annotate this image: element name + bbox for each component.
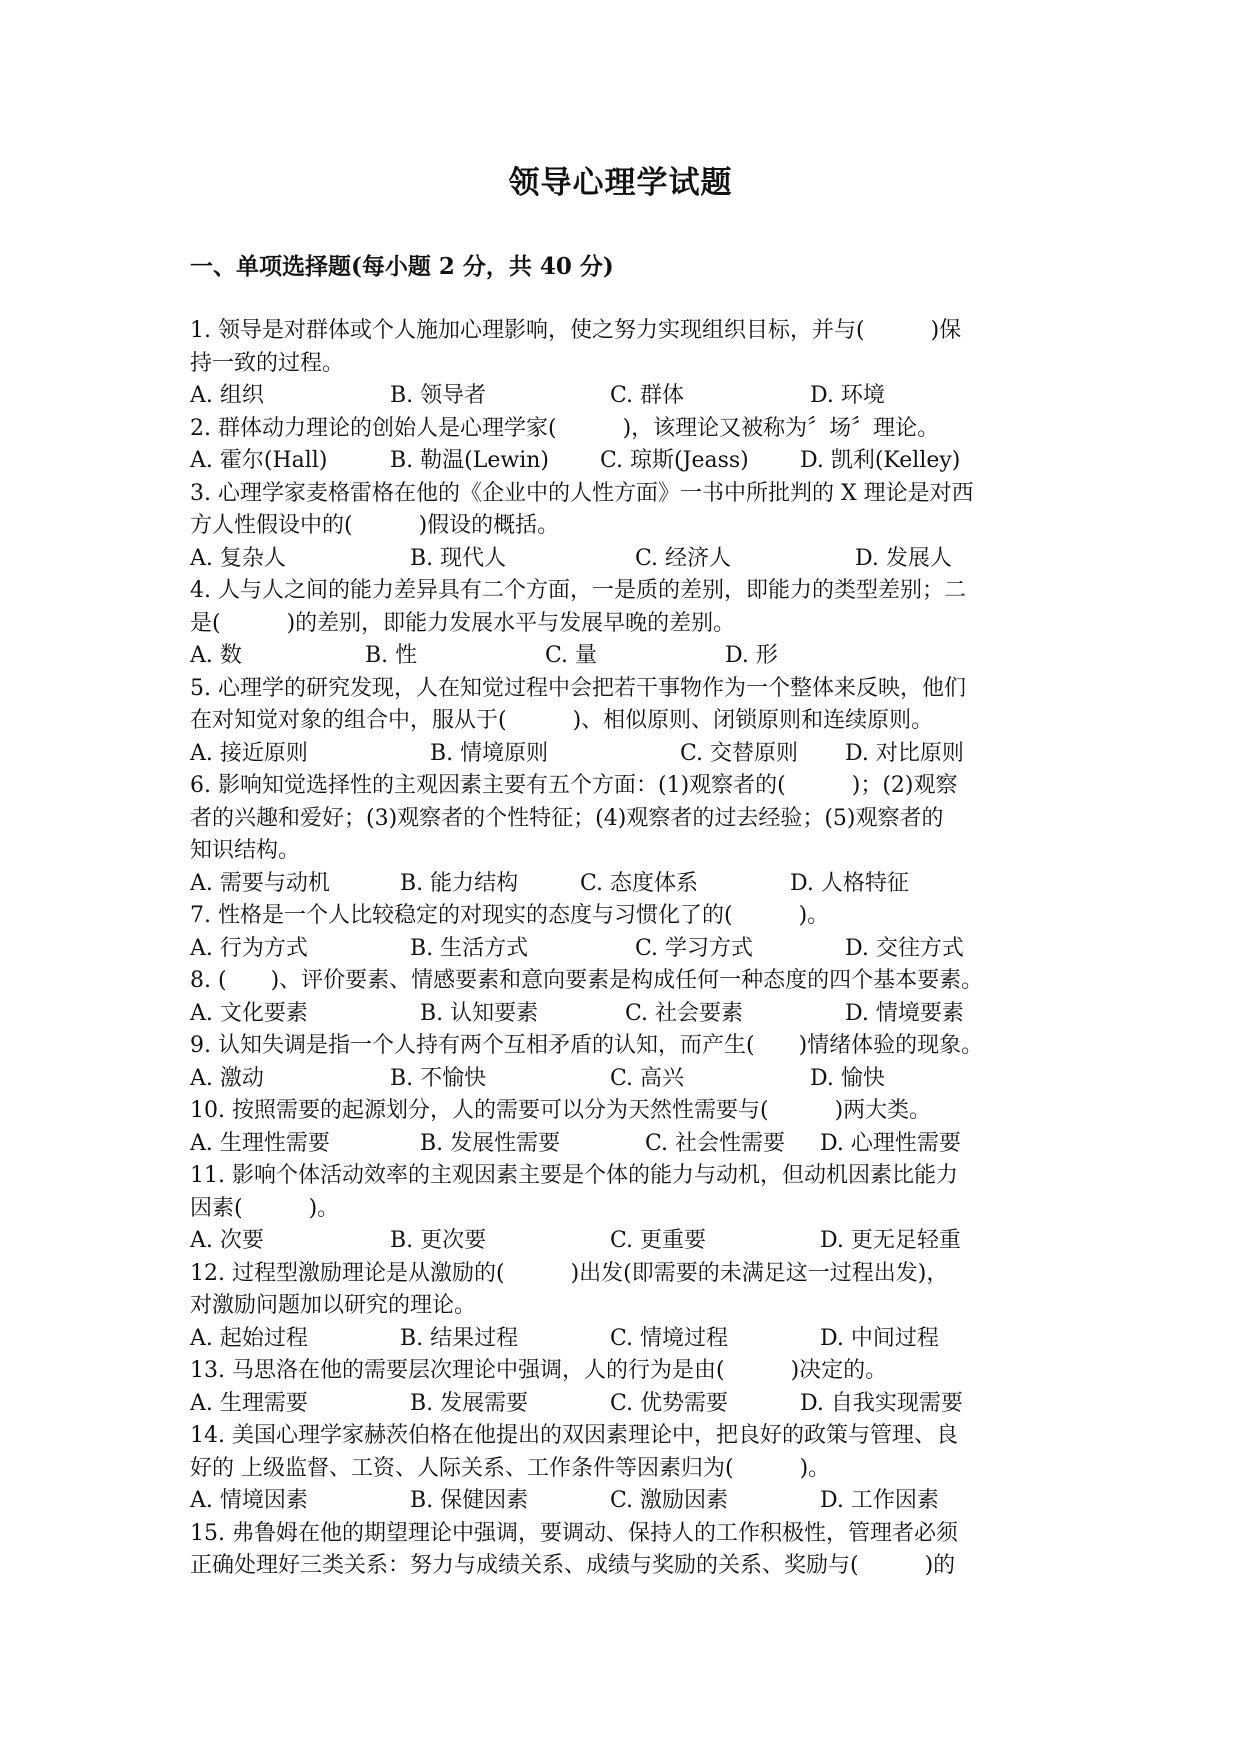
option-c: C. 情境过程 [610, 1325, 729, 1351]
option-b: B. 发展性需要 [420, 1130, 561, 1156]
question-1 [190, 315, 1070, 413]
option-d: D. 情境要素 [845, 1000, 964, 1026]
question-stem: 12. 过程型激励理论是从激励的( )出发(即需要的未满足这一过程出发)， 对激励问题加以研究的理论。 [190, 1260, 949, 1318]
question-9 [190, 1030, 1070, 1095]
question-stem: 2. 群体动力理论的创始人是心理学家( )，该理论又被称为〞场〞理论。 [190, 415, 940, 441]
question-stem: 13. 马思洛在他的需要层次理论中强调，人的行为是由( )决定的。 [190, 1358, 888, 1383]
option-row [190, 1128, 1070, 1161]
option-a: A. 需要与动机 [190, 870, 330, 896]
option-row [190, 1063, 1070, 1096]
option-d: D. 对比原则 [845, 740, 964, 766]
question-4 [190, 575, 1070, 673]
question-11 [190, 1160, 1070, 1258]
option-row [190, 1225, 1070, 1258]
option-c: C. 经济人 [635, 545, 732, 571]
question-10 [190, 1095, 1070, 1160]
question-stem: 5. 心理学的研究发现，人在知觉过程中会把若干事物作为一个整体来反映，他们 在对知觉对象的组合中，服从于( )、相似原则、闭锁原则和连续原则。 [190, 675, 966, 733]
option-c: C. 群体 [610, 383, 685, 408]
question-15 [190, 1518, 1070, 1583]
option-a: A. 行为方式 [190, 935, 308, 961]
question-3 [190, 478, 1070, 576]
question-12 [190, 1258, 1070, 1356]
option-b: B. 性 [365, 643, 418, 668]
question-list [190, 315, 1070, 1583]
page-title: 领导心理学试题 [508, 165, 733, 201]
option-row [190, 738, 1070, 771]
option-c: C. 量 [545, 643, 598, 668]
option-d: D. 愉快 [810, 1065, 885, 1091]
option-a: A. 数 [190, 643, 242, 668]
option-a: A. 组织 [190, 383, 264, 408]
question-5 [190, 673, 1070, 771]
option-a: A. 起始过程 [190, 1325, 308, 1351]
option-a: A. 生理性需要 [190, 1130, 330, 1156]
section-heading: 一、单项选择题(每小题 2 分，共 40 分) [190, 253, 614, 280]
option-d: D. 自我实现需要 [800, 1390, 963, 1416]
option-d: D. 人格特征 [790, 870, 909, 896]
option-b: B. 生活方式 [410, 935, 529, 961]
option-a: A. 霍尔(Hall) [190, 448, 328, 473]
option-a: A. 文化要素 [190, 1000, 308, 1026]
option-a: A. 情境因素 [190, 1488, 308, 1513]
option-d: D. 工作因素 [820, 1488, 939, 1513]
option-row [190, 445, 1070, 478]
option-d: D. 环境 [810, 383, 885, 408]
question-stem: 9. 认知失调是指一个人持有两个互相矛盾的认知，而产生( )情绪体验的现象。 [190, 1033, 984, 1058]
option-row [190, 1388, 1070, 1421]
option-row [190, 998, 1070, 1031]
option-c: C. 态度体系 [580, 870, 699, 896]
option-c: C. 社会性需要 [645, 1130, 786, 1156]
question-8 [190, 965, 1070, 1030]
option-b: B. 情境原则 [430, 740, 549, 766]
option-row [190, 868, 1070, 901]
option-row [190, 933, 1070, 966]
option-b: B. 结果过程 [400, 1325, 519, 1351]
question-6 [190, 770, 1070, 900]
option-c: C. 社会要素 [625, 1000, 744, 1026]
option-b: B. 领导者 [390, 383, 487, 408]
option-b: B. 能力结构 [400, 870, 519, 896]
question-stem: 4. 人与人之间的能力差异具有二个方面，一是质的差别，即能力的类型差别；二 是( )的差别，即能力发展水平与发展早晚的差别。 [190, 578, 966, 636]
question-7 [190, 900, 1070, 965]
option-b: B. 保健因素 [410, 1488, 529, 1513]
option-d: D. 心理性需要 [820, 1130, 961, 1156]
question-stem: 1. 领导是对群体或个人施加心理影响，使之努力实现组织目标，并与( )保 持一致的过程。 [190, 318, 962, 376]
option-row [190, 1323, 1070, 1356]
option-d: D. 交往方式 [845, 935, 964, 961]
question-stem: 8. ( )、评价要素、情感要素和意向要素是构成任何一种态度的四个基本要素。 [190, 968, 984, 993]
option-d: D. 更无足轻重 [820, 1228, 961, 1253]
option-a: A. 复杂人 [190, 545, 286, 571]
option-b: B. 更次要 [390, 1228, 487, 1253]
option-c: C. 学习方式 [635, 935, 754, 961]
option-c: C. 更重要 [610, 1228, 707, 1253]
option-d: D. 中间过程 [820, 1325, 939, 1351]
question-stem: 7. 性格是一个人比较稳定的对现实的态度与习惯化了的( )。 [190, 903, 830, 928]
option-b: B. 发展需要 [410, 1390, 529, 1416]
option-c: C. 高兴 [610, 1065, 685, 1091]
question-stem: 14. 美国心理学家赫茨伯格在他提出的双因素理论中，把良好的政策与管理、良 好的 上级监督、工资、人际关系、工作条件等因素归为( )。 [190, 1423, 958, 1481]
question-stem: 10. 按照需要的起源划分，人的需要可以分为天然性需要与( )两大类。 [190, 1098, 932, 1123]
option-c: C. 优势需要 [610, 1390, 729, 1416]
question-13 [190, 1355, 1070, 1420]
option-a: A. 生理需要 [190, 1390, 308, 1416]
option-a: A. 激动 [190, 1065, 264, 1091]
option-d: D. 发展人 [855, 545, 952, 571]
question-stem: 15. 弗鲁姆在他的期望理论中强调，要调动、保持人的工作积极性，管理者必须 正确处理好三类关系：努力与成绩关系、成绩与奖励的关系、奖励与( )的 [190, 1520, 958, 1578]
option-b: B. 勒温(Lewin) [390, 448, 549, 473]
question-14 [190, 1420, 1070, 1518]
option-row [190, 1485, 1070, 1518]
question-stem: 3. 心理学家麦格雷格在他的《企业中的人性方面》一书中所批判的 X 理论是对西 方人性假设中的( )假设的概括。 [190, 480, 974, 538]
question-stem: 6. 影响知觉选择性的主观因素主要有五个方面：(1)观察者的( )；(2)观察 者的兴趣和爱好；(3)观察者的个性特征；(4)观察者的过去经验；(5)观察者的 知识结构。 [190, 773, 958, 863]
option-a: A. 次要 [190, 1228, 264, 1253]
option-row [190, 380, 1070, 413]
question-stem: 11. 影响个体活动效率的主观因素主要是个体的能力与动机，但动机因素比能力 因素( )。 [190, 1163, 958, 1221]
option-a: A. 接近原则 [190, 740, 308, 766]
question-2 [190, 413, 1070, 478]
option-b: B. 不愉快 [390, 1065, 487, 1091]
option-d: D. 凯利(Kelley) [800, 448, 961, 473]
option-b: B. 认知要素 [420, 1000, 539, 1026]
option-row [190, 543, 1070, 576]
option-b: B. 现代人 [410, 545, 507, 571]
option-c: C. 琼斯(Jeass) [600, 448, 749, 473]
option-c: C. 激励因素 [610, 1488, 729, 1513]
option-d: D. 形 [725, 643, 778, 668]
option-row [190, 640, 1070, 673]
option-c: C. 交替原则 [680, 740, 799, 766]
